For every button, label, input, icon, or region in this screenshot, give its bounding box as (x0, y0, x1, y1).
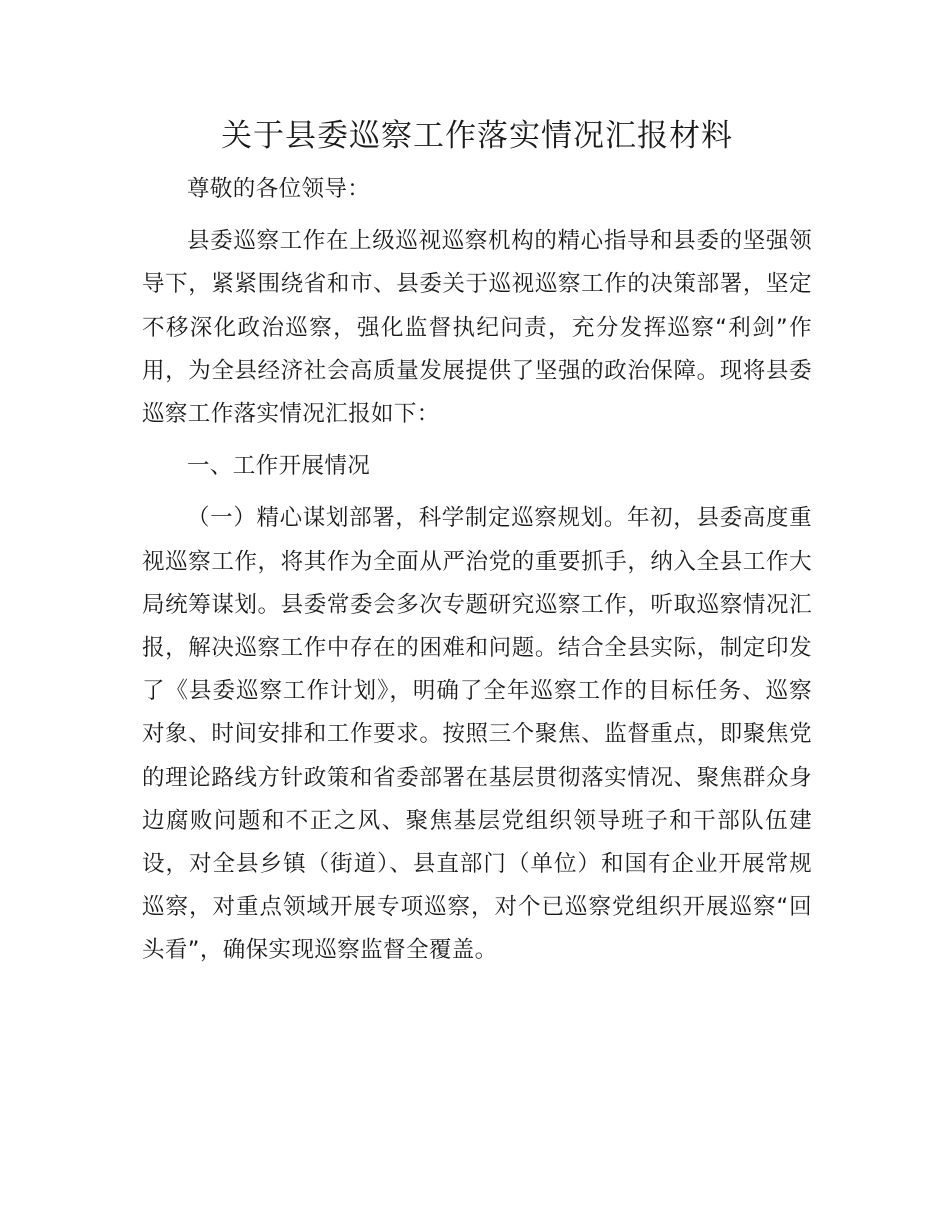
section-heading: 一、工作开展情况 (187, 453, 371, 480)
intro-paragraph: 县委巡察工作在上级巡视巡察机构的精心指导和县委的坚强领导下，紧紧围绕省和市、县委关于巡视巡察工作的决策部署，坚定不移深化政治巡察，强化监督执纪问责，充分发挥巡察“利剑”作用，为全县经济社会高质量发展提供了坚强的政治保障。现将县委巡察工作落实情况汇报如下： (142, 228, 812, 428)
salutation: 尊敬的各位领导： (187, 176, 371, 202)
document-title: 关于县委巡察工作落实情况汇报材料 (221, 118, 733, 154)
body-paragraph: （一）精心谋划部署，科学制定巡察规划。年初，县委高度重视巡察工作，将其作为全面从严治党的重要抓手，纳入全县工作大局统筹谋划。县委常委会多次专题研究巡察工作，听取巡察情况汇报，解决巡察工作中存在的困难和问题。结合全县实际，制定印发了《县委巡察工作计划》，明确了全年巡察工作的目标任务、巡察对象、时间安排和工作要求。按照三个聚焦、监督重点，即聚焦党的理论路线方针政策和省委部署在基层贯彻落实情况、聚焦群众身边腐败问题和不正之风、聚焦基层党组织领导班子和干部队伍建设，对全县乡镇（街道）、县直部门（单位）和国有企业开展常规巡察，对重点领域开展专项巡察，对个已巡察党组织开展巡察“回头看”，确保实现巡察监督全覆盖。 (142, 505, 812, 964)
document-page (142, 108, 812, 973)
